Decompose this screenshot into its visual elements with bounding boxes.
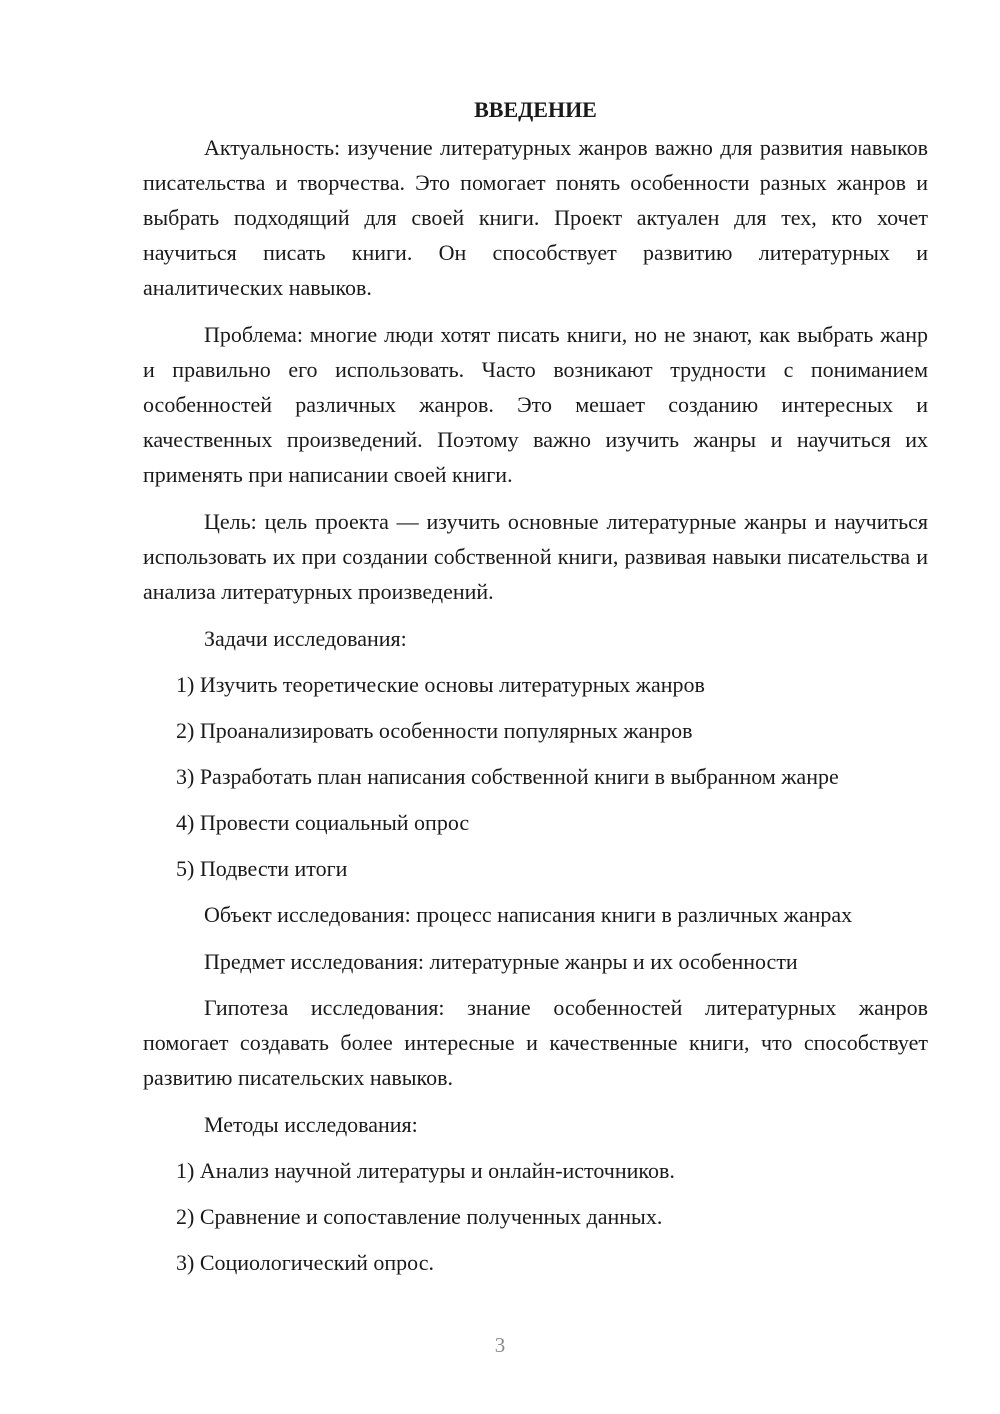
method-item: 2) Сравнение и сопоставление полученных данных. bbox=[176, 1204, 663, 1229]
task-item: 4) Провести социальный опрос bbox=[176, 810, 470, 835]
object-paragraph: Объект исследования: процесс написания книги в различных жанрах bbox=[204, 902, 853, 927]
subject-paragraph: Предмет исследования: литературные жанры и их особенности bbox=[204, 949, 798, 974]
goal-paragraph: Цель: цель проекта — изучить основные литературные жанры и научиться использовать их при создании собственной книги, развивая навыки писательства и анализа литературных произведений. bbox=[143, 509, 928, 604]
task-item: 2) Проанализировать особенности популярных жанров bbox=[176, 718, 693, 743]
methods-label: Методы исследования: bbox=[204, 1112, 418, 1137]
task-item: 5) Подвести итоги bbox=[176, 856, 348, 881]
problem-paragraph: Проблема: многие люди хотят писать книги, но не знают, как выбрать жанр и правильно его использовать. Часто возникают трудности с пониманием особенностей различных жанров. Это мешает созданию интересных и качественных произведений. Поэтому важно изучить жанры и научиться их применять при написании своей книги. bbox=[143, 322, 928, 487]
tasks-label: Задачи исследования: bbox=[204, 626, 407, 651]
relevance-paragraph: Актуальность: изучение литературных жанров важно для развития навыков писательства и творчества. Это помогает понять особенности разных жанров и выбрать подходящий для своей книги. Проект актуален для тех, кто хочет научиться писать книги. Он способствует развитию литературных и аналитических навыков. bbox=[143, 135, 928, 300]
page-title: ВВЕДЕНИЕ bbox=[474, 97, 597, 122]
page-number: 3 bbox=[494, 1333, 506, 1357]
document-page bbox=[143, 92, 928, 1291]
method-item: 3) Социологический опрос. bbox=[176, 1250, 434, 1275]
method-item: 1) Анализ научной литературы и онлайн-источников. bbox=[176, 1158, 675, 1183]
task-item: 1) Изучить теоретические основы литературных жанров bbox=[176, 672, 705, 697]
hypothesis-paragraph: Гипотеза исследования: знание особенностей литературных жанров помогает создавать более интересные и качественные книги, что способствует развитию писательских навыков. bbox=[143, 995, 928, 1090]
task-item: 3) Разработать план написания собственной книги в выбранном жанре bbox=[176, 764, 839, 789]
